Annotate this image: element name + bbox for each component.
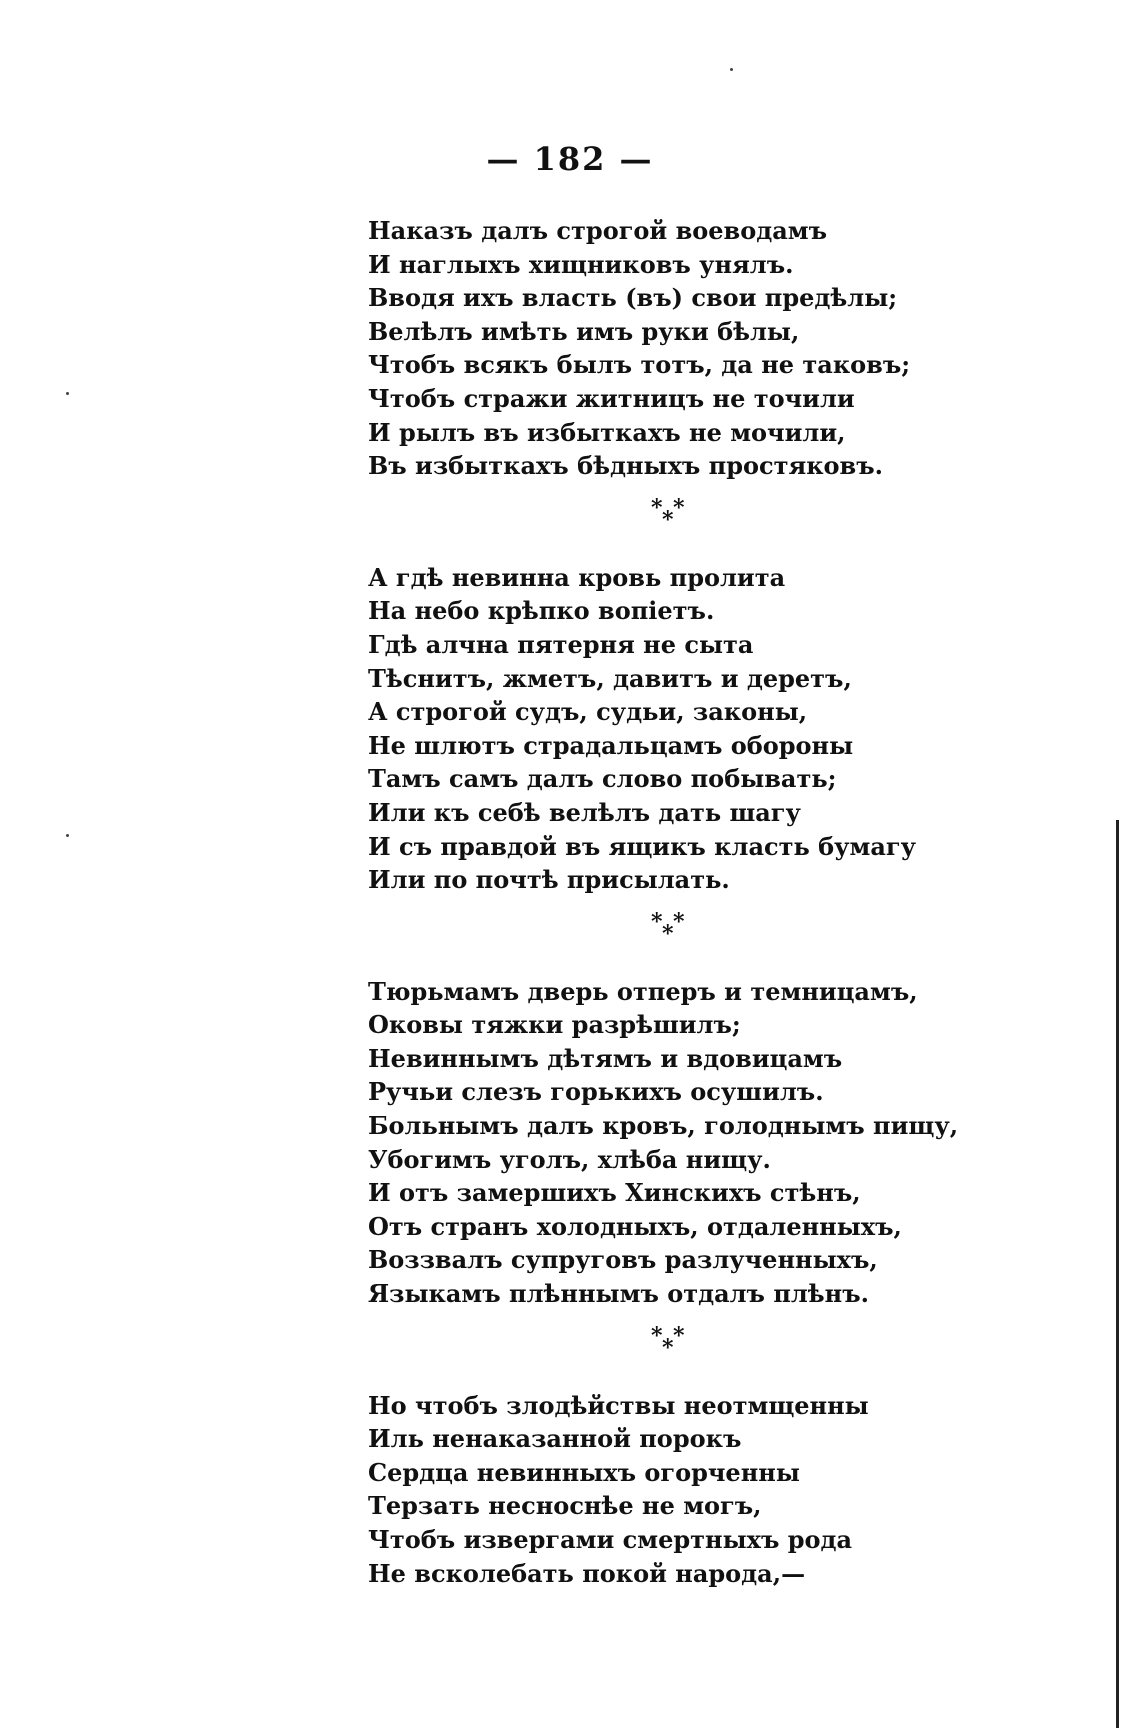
verse-line: Вводя ихъ власть (въ) свои предѣлы; [368,283,898,313]
scan-speck [66,392,69,395]
verse-line: И рылъ въ избыткахъ не мочили, [368,417,846,447]
verse-line: Наказъ далъ строгой воеводамъ [368,216,828,245]
verse-line: Воззвалъ супруговъ разлученныхъ, [368,1245,878,1275]
verse-line: Оковы тяжки разрѣшилъ; [368,1010,741,1040]
verse-line: Чтобъ стражи житницъ не точили [368,383,855,413]
verse-line: Убогимъ уголъ, хлѣба нищу. [368,1144,771,1174]
stanza-separator [368,491,988,551]
asterisk: * [673,908,685,935]
verse-line: Тамъ самъ далъ слово побывать; [368,764,837,794]
verse-line: Иль ненаказанной порокъ [368,1424,742,1454]
stanza-separator [368,905,988,965]
verse-line: Не шлютъ страдальцамъ обороны [368,730,854,760]
verse-line: Чтобъ извергами смертныхъ рода [368,1525,853,1554]
verse-line: Терзать несноснѣе не могъ, [368,1491,762,1521]
asterisk: * [662,1334,674,1361]
verse-line: Не всколебать покой народа,— [368,1558,806,1588]
verse-line: Отъ странъ холодныхъ, отдаленныхъ, [368,1211,902,1241]
stanza-2 [368,561,988,897]
scan-speck [66,834,69,837]
verse-line: На небо крѣпко вопіетъ. [368,596,715,626]
asterisk: * [673,494,685,521]
verse-line: Больнымъ далъ кровъ, голоднымъ пищу, [368,1111,959,1141]
asterisk: * [651,908,663,935]
stanza-3 [368,975,988,1311]
verse-line: И наглыхъ хищниковъ унялъ. [368,249,794,279]
stanza-4 [368,1389,988,1591]
verse-line: Велѣлъ имѣть имъ руки бѣлы, [368,316,800,346]
page-number: — 182 — [486,140,654,178]
stanza-1 [368,214,988,483]
verse-line: Тюрьмамъ дверь отперъ и темницамъ, [368,976,918,1006]
verse-line: И отъ замершихъ Хинскихъ стѣнъ, [368,1178,861,1208]
asterisk: * [662,506,674,533]
verse-line: А гдѣ невинна кровь пролита [368,562,786,592]
verse-line: Языкамъ плѣннымъ отдалъ плѣнъ. [368,1279,870,1309]
verse-line: А строгой судъ, судьи, законы, [368,697,808,727]
verse-line: Или къ себѣ велѣлъ дать шагу [368,797,801,827]
verse-line: Невиннымъ дѣтямъ и вдовицамъ [368,1043,843,1073]
verse-line: И съ правдой въ ящикъ класть бумагу [368,831,916,861]
asterisk: * [662,920,674,947]
verse-line: Въ избыткахъ бѣдныхъ простяковъ. [368,451,883,481]
verse-line: Ручьи слезъ горькихъ осушилъ. [368,1077,824,1107]
scan-speck [730,68,733,71]
verse-line: Или по почтѣ присылать. [368,865,730,895]
verse-line: Сердца невинныхъ огорченны [368,1457,800,1487]
asterisk: * [651,1322,663,1349]
verse-line: Гдѣ алчна пятерня не сыта [368,629,754,659]
asterisk: * [651,494,663,521]
asterisk: * [673,1322,685,1349]
verse-line: Но чтобъ злодѣйствы неотмщенны [368,1390,869,1420]
poem [368,214,988,1590]
verse-line: Тѣснитъ, жметъ, давитъ и деретъ, [368,663,852,693]
stanza-separator [368,1319,988,1379]
scan-edge-line [1116,820,1119,1728]
verse-line: Чтобъ всякъ былъ тотъ, да не таковъ; [368,350,911,380]
